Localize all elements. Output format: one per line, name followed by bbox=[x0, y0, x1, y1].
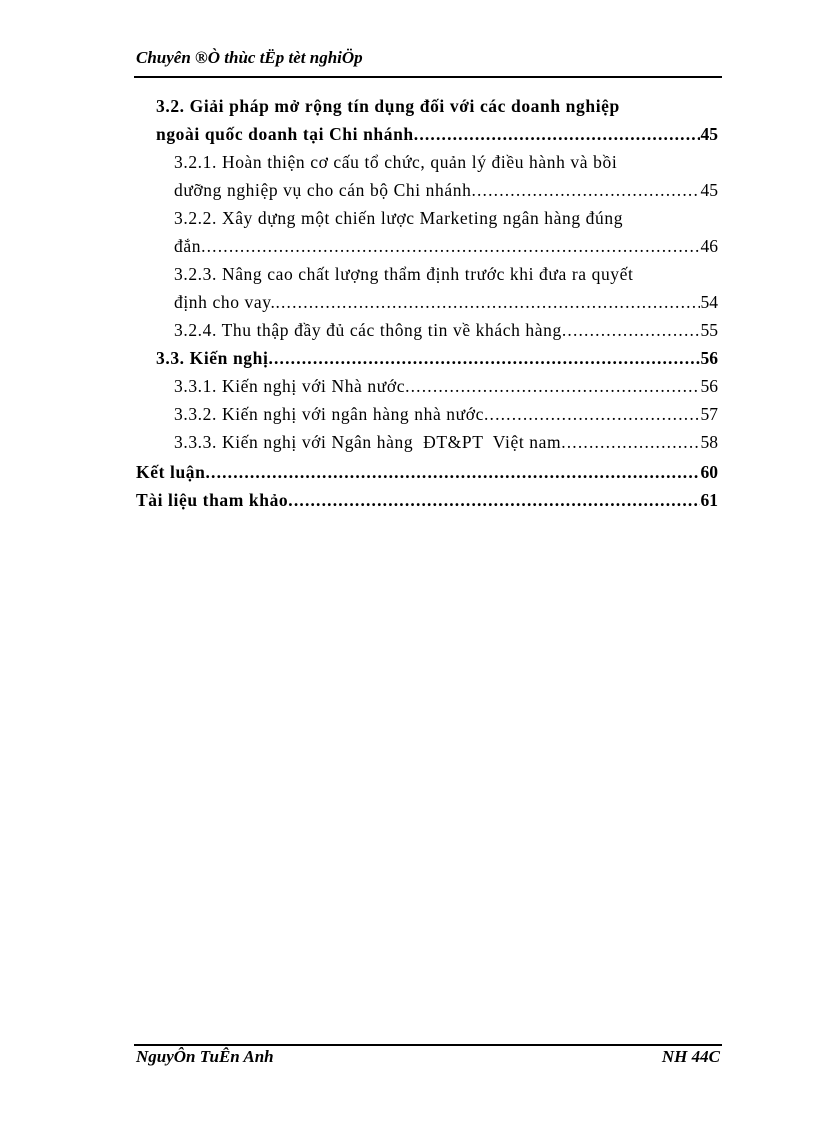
dot-leader bbox=[562, 316, 700, 344]
footer-class-code: NH 44C bbox=[661, 1047, 720, 1066]
dot-leader bbox=[268, 344, 699, 372]
toc-page-number: 56 bbox=[700, 376, 718, 396]
toc-entry-text: ngoài quốc doanh tại Chi nhánh bbox=[156, 124, 414, 144]
toc-page-number: 55 bbox=[700, 320, 718, 340]
toc-page-number: 45 bbox=[700, 124, 718, 144]
toc-entry-text: Kết luận bbox=[136, 462, 206, 482]
toc-entry-text: dưỡng nghiệp vụ cho cán bộ Chi nhánh bbox=[174, 180, 472, 200]
toc-entry-line bbox=[174, 288, 718, 316]
dot-leader bbox=[205, 458, 699, 486]
toc-entry-line bbox=[136, 458, 718, 486]
toc-page-number: 54 bbox=[700, 292, 718, 312]
toc-entry-line: 3.2.3. Nâng cao chất lượng thẩm định trước khi đưa ra quyết bbox=[174, 264, 634, 284]
toc-entry-line bbox=[174, 372, 718, 400]
toc-page-number: 61 bbox=[700, 490, 718, 510]
toc-entry-line bbox=[136, 486, 718, 514]
dot-leader bbox=[275, 288, 699, 316]
toc-page-number: 57 bbox=[700, 404, 718, 424]
footer-rule bbox=[134, 1044, 722, 1046]
toc-entry-line bbox=[156, 344, 718, 372]
toc-entry-line: 3.2.2. Xây dựng một chiến lược Marketing ngân hàng đúng bbox=[174, 208, 624, 228]
toc-entry-line: 3.2. Giải pháp mở rộng tín dụng đối với các doanh nghiệp bbox=[156, 96, 620, 116]
toc-entry-text: 3.3.2. Kiến nghị với ngân hàng nhà nước bbox=[174, 404, 484, 424]
toc-entry-line bbox=[156, 120, 718, 148]
toc-page-number: 56 bbox=[700, 348, 718, 368]
toc-entry-line bbox=[174, 428, 718, 456]
toc-entry-text: định cho vay. bbox=[174, 292, 276, 312]
footer-author: NguyÔn TuÊn Anh bbox=[136, 1047, 274, 1066]
dot-leader bbox=[288, 486, 699, 514]
toc-page-number: 45 bbox=[700, 180, 718, 200]
dot-leader bbox=[484, 400, 700, 428]
dot-leader bbox=[414, 120, 700, 148]
toc-entry-line bbox=[174, 232, 718, 260]
dot-leader bbox=[405, 372, 699, 400]
dot-leader bbox=[471, 176, 699, 204]
running-header-title: Chuyên ®Ò thùc tËp tèt nghiÖp bbox=[136, 48, 363, 67]
toc-entry-text: 3.3.1. Kiến nghị với Nhà nước bbox=[174, 376, 406, 396]
header-rule bbox=[134, 76, 722, 78]
toc-entry-line bbox=[174, 176, 718, 204]
toc-entry-text: 3.2.4. Thu thập đầy đủ các thông tin về khách hàng bbox=[174, 320, 562, 340]
dot-leader bbox=[201, 232, 699, 260]
dot-leader bbox=[561, 428, 699, 456]
toc-entry-text: đắn bbox=[174, 236, 202, 256]
toc-page-number: 58 bbox=[700, 432, 718, 452]
toc-entry-line bbox=[174, 316, 718, 344]
toc-entry-text: 3.3.3. Kiến nghị với Ngân hàng ĐT&PT Việt nam bbox=[174, 432, 562, 452]
toc-page-number: 60 bbox=[700, 462, 718, 482]
toc-entry-line bbox=[174, 400, 718, 428]
toc-entry-text: 3.3. Kiến nghị bbox=[156, 348, 269, 368]
toc-page-number: 46 bbox=[700, 236, 718, 256]
toc-entry-line: 3.2.1. Hoàn thiện cơ cấu tổ chức, quản lý điều hành và bồi bbox=[174, 152, 618, 172]
toc-entry-text: Tài liệu tham khảo bbox=[136, 490, 289, 510]
